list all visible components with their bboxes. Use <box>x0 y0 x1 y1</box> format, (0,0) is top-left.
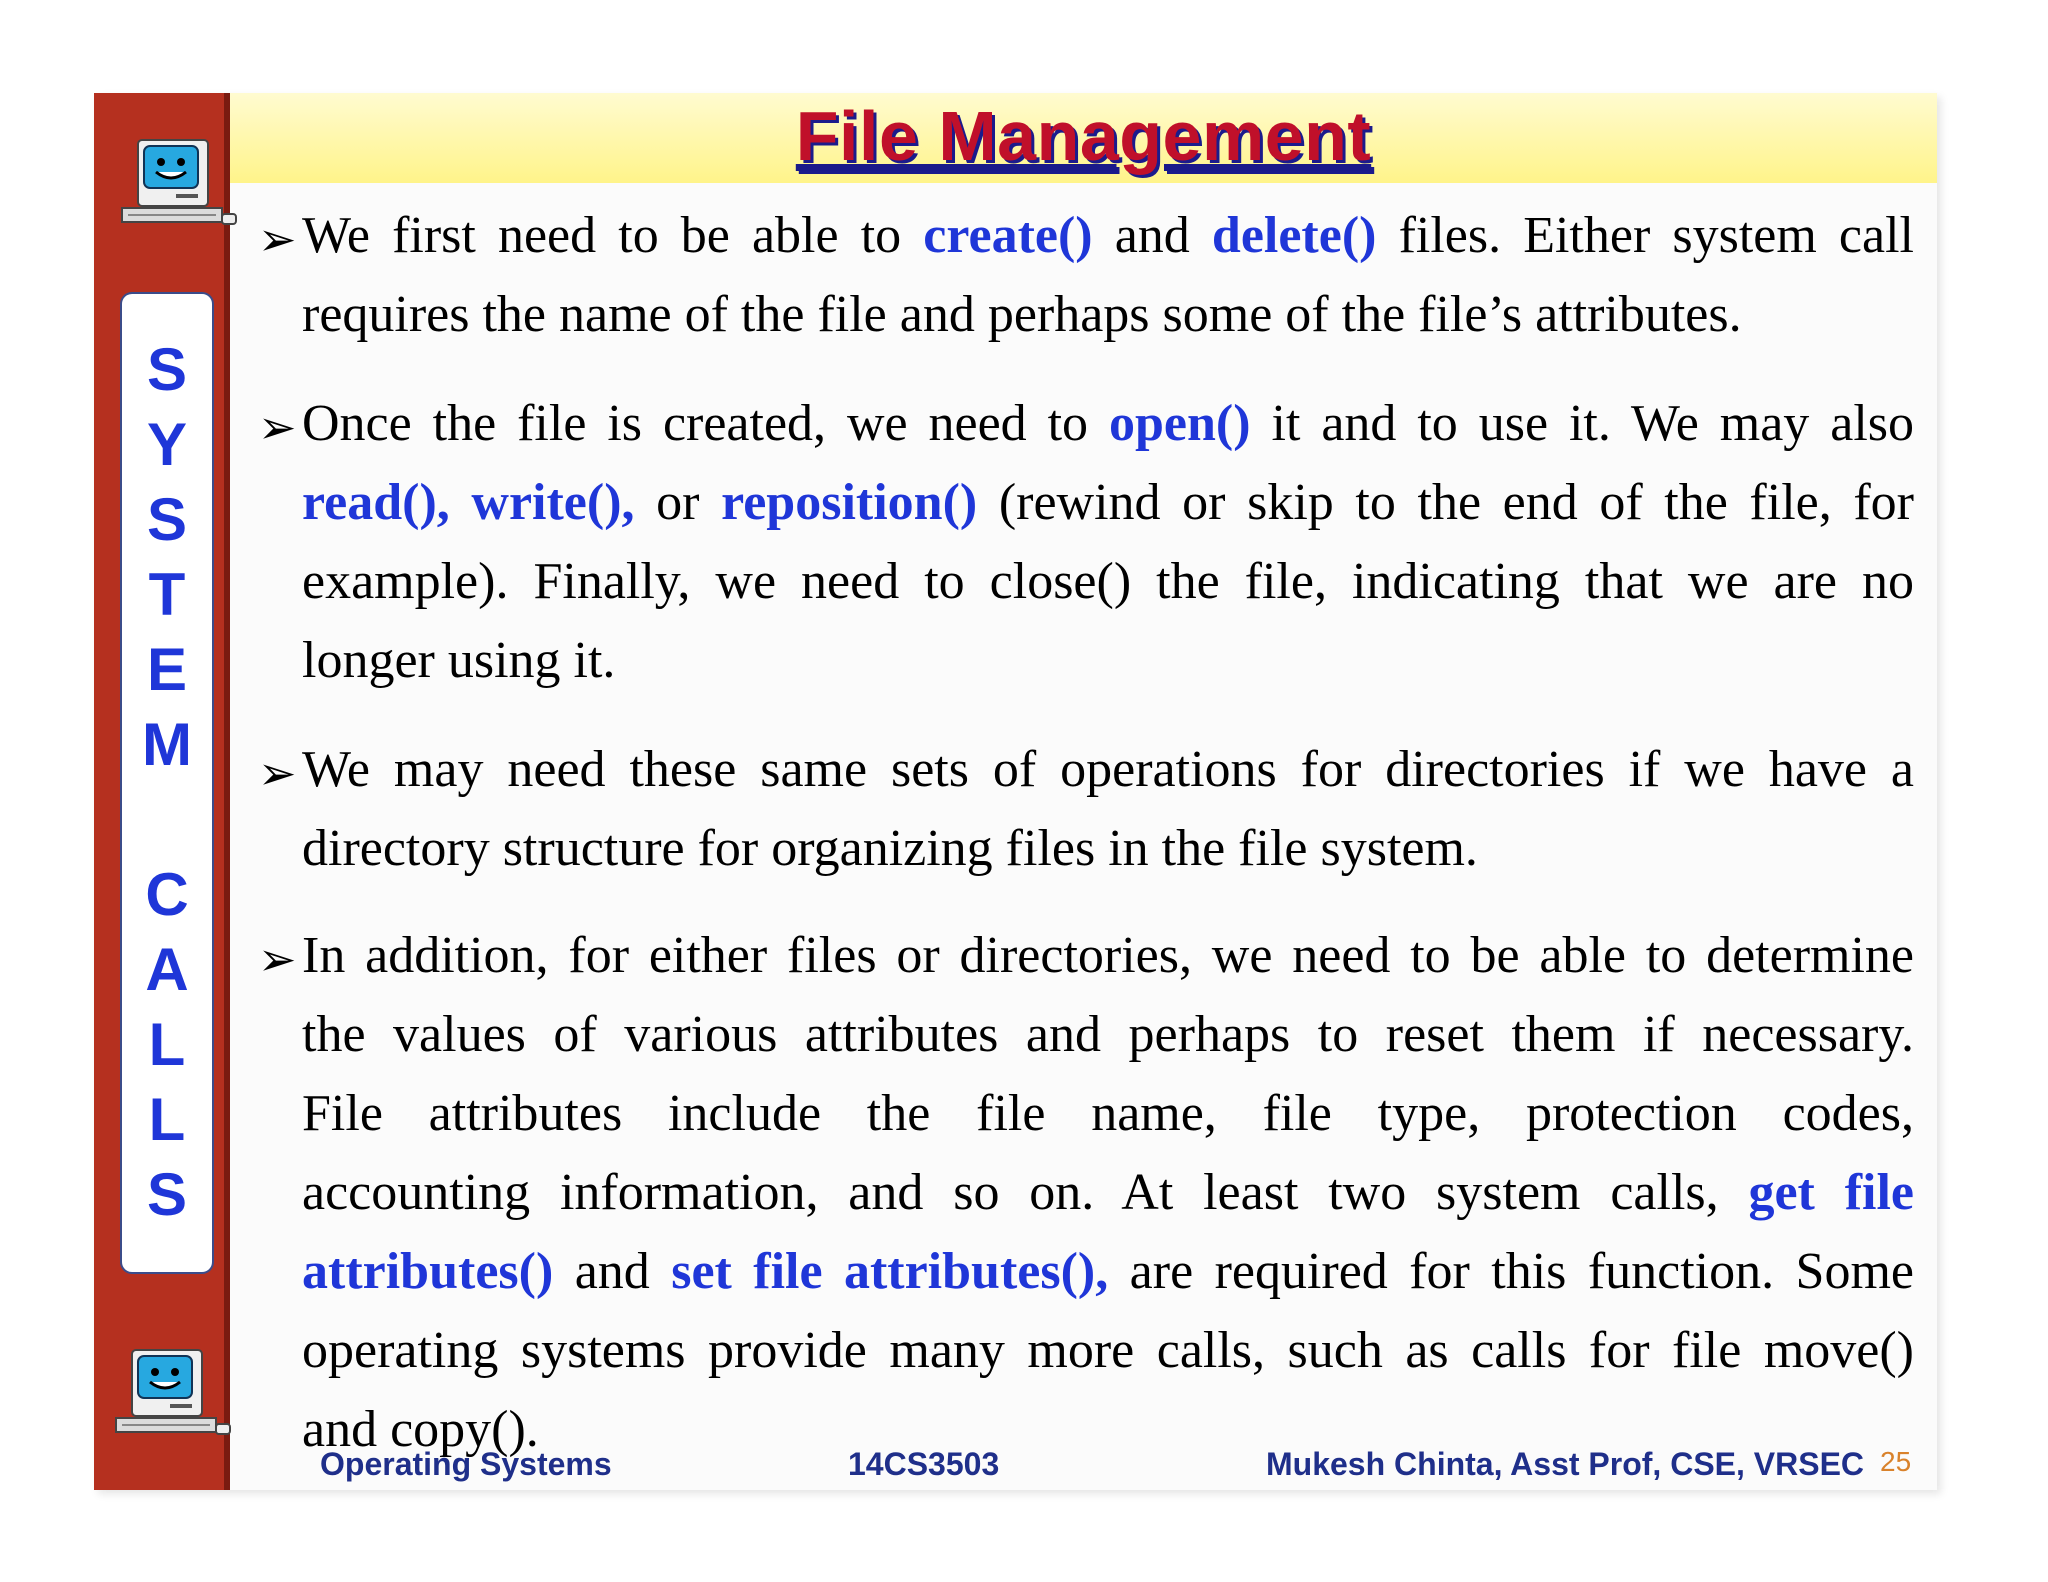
bullet-line <box>302 473 1914 532</box>
text-segment: or <box>634 474 722 531</box>
text-segment: operating systems provide many more calls, such as calls for file move() <box>302 1322 1914 1379</box>
system-call-keyword: read(), write(), <box>302 474 635 531</box>
side-letter: C <box>145 861 189 928</box>
side-letter: M <box>142 711 192 778</box>
bullet-line <box>302 1005 1914 1064</box>
system-call-keyword: create() <box>923 207 1093 264</box>
side-letter: S <box>146 336 188 403</box>
system-call-keyword: reposition() <box>721 474 978 531</box>
bullet-line <box>302 1242 1914 1301</box>
text-segment: In addition, for either files or directories, we need to be able to determine <box>302 927 1914 984</box>
vertical-title-panel <box>120 292 214 1274</box>
bullet-line <box>302 1321 1914 1380</box>
footer-author: Mukesh Chinta, Asst Prof, CSE, VRSEC <box>1266 1446 1865 1482</box>
bullet-arrow-icon: ➢ <box>258 212 297 266</box>
text-segment: We may need these same sets of operations for directories if we have a <box>302 741 1914 798</box>
system-call-keyword: set file attributes(), <box>671 1243 1109 1300</box>
bullet-line <box>302 285 1914 344</box>
system-call-keyword: delete() <box>1211 207 1377 264</box>
system-call-keyword: open() <box>1109 395 1251 452</box>
bullet-line <box>302 552 1914 611</box>
text-segment: directory structure for organizing files in the file system. <box>302 820 1478 877</box>
text-segment: and <box>1092 207 1212 264</box>
text-segment: We first need to be able to <box>302 207 924 264</box>
text-segment: and <box>553 1243 672 1300</box>
slide-title: File Management <box>795 97 1372 175</box>
system-call-keyword: attributes() <box>302 1243 554 1300</box>
side-letter: S <box>146 486 188 553</box>
side-letter: S <box>146 1161 188 1228</box>
side-letter: T <box>148 561 186 628</box>
bullet-line <box>302 1084 1914 1143</box>
text-segment: accounting information, and so on. At least two system calls, <box>302 1164 1749 1221</box>
text-segment: (rewind or skip to the end of the file, for <box>977 474 1914 531</box>
bullet-line <box>302 206 1914 265</box>
bullet-line <box>302 740 1914 799</box>
side-letter: L <box>148 1086 186 1153</box>
footer-course: Operating Systems <box>320 1446 612 1482</box>
system-call-keyword: get file <box>1748 1164 1914 1221</box>
text-segment: requires the name of the file and perhaps some of the file’s attributes. <box>302 286 1742 343</box>
text-segment: example). Finally, we need to close() the file, indicating that we are no <box>302 553 1914 610</box>
text-segment: are required for this function. Some <box>1108 1243 1914 1300</box>
bullet-line <box>302 926 1914 985</box>
computer-icon <box>118 138 238 234</box>
text-segment: Once the file is created, we need to <box>302 395 1109 452</box>
side-letter: A <box>145 936 189 1003</box>
text-segment: longer using it. <box>302 632 616 689</box>
bullet-arrow-icon: ➢ <box>258 400 297 454</box>
computer-icon <box>112 1348 232 1444</box>
bullet-arrow-icon: ➢ <box>258 746 297 800</box>
bullet-arrow-icon: ➢ <box>258 932 297 986</box>
sidebar-edge <box>224 93 230 1490</box>
bullet-line <box>302 819 1914 878</box>
footer-code: 14CS3503 <box>848 1446 1000 1482</box>
bullet-line <box>302 631 1914 690</box>
side-letter: Y <box>146 411 188 478</box>
text-segment: the values of various attributes and perhaps to reset them if necessary. <box>302 1006 1914 1063</box>
text-segment: it and to use it. We may also <box>1250 395 1914 452</box>
page-number: 25 <box>1880 1446 1912 1477</box>
bullet-line <box>302 1163 1914 1222</box>
text-segment: files. Either system call <box>1376 207 1914 264</box>
bullet-line <box>302 394 1914 453</box>
text-segment: and copy(). <box>302 1401 539 1458</box>
text-segment: File attributes include the file name, file type, protection codes, <box>302 1085 1914 1142</box>
side-letter: E <box>146 636 188 703</box>
side-letter: L <box>148 1011 186 1078</box>
